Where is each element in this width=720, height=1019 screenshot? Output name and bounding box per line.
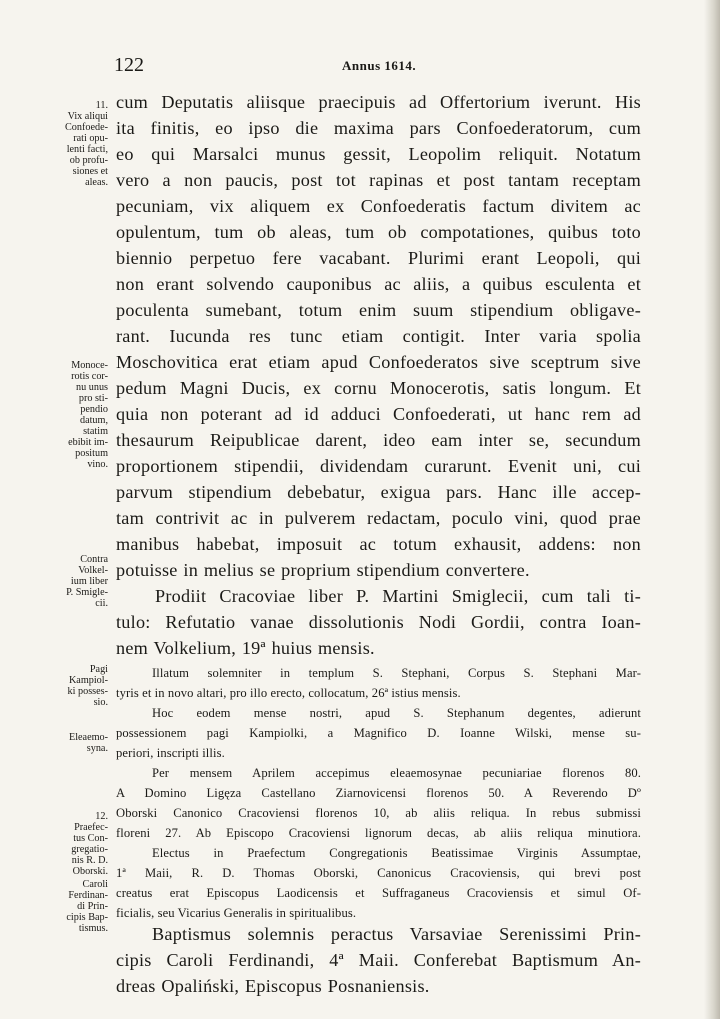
margin-note: Ferdinan- bbox=[68, 890, 108, 901]
margin-note: Contra bbox=[80, 554, 108, 565]
margin-note: Eleaemo- bbox=[68, 732, 108, 743]
margin-note: Kampiol- bbox=[68, 675, 108, 686]
text-line: A Domino Ligęza Castellano Ziarnovicensi florenos 50. A Reverendo Dº bbox=[116, 786, 641, 800]
page-number: 122 bbox=[114, 54, 144, 76]
margin-note: di Prin- bbox=[77, 901, 108, 912]
margin-note: Vix aliqui bbox=[67, 111, 108, 122]
text-line: ita finitis, eo ipso die maxima pars Confoederatorum, cum bbox=[116, 118, 641, 138]
text-line: parvum stipendium debebatur, exigua pars. Hanc ille accep- bbox=[116, 482, 641, 502]
text-line: tam contrivit ac in pulverem redactam, poculo vini, quod prae bbox=[116, 508, 641, 528]
text-line: 1ª Maii, R. D. Thomas Oborski, Canonicus Cracoviensis, qui brevi post bbox=[116, 866, 641, 880]
margin-note: siones et bbox=[72, 166, 108, 177]
text-line: biennio perpetuo fere vacabant. Plurimi erant Leopoli, qui bbox=[116, 248, 641, 268]
margin-note: ebibit im- bbox=[68, 437, 108, 448]
text-line: Illatum solemniter in templum S. Stephani, Corpus S. Stephani Mar- bbox=[152, 666, 641, 680]
margin-note: sio. bbox=[93, 697, 108, 708]
text-line: Electus in Praefectum Congregationis Beatissimae Virginis Assumptae, bbox=[152, 846, 641, 860]
margin-note: nu unus bbox=[76, 382, 108, 393]
text-line: tulo: Refutatio vanae dissolutionis Nodi Gordii, contra Ioan- bbox=[116, 612, 641, 632]
page-edge-shadow bbox=[704, 0, 720, 1019]
text-line: dreas Opaliński, Episcopus Posnaniensis. bbox=[116, 976, 430, 996]
text-line: non erant solvendo cauponibus ac aliis, a quibus esculenta et bbox=[116, 274, 641, 294]
text-line: eo qui Marsalci munus gessit, Leopolim reliquit. Notatum bbox=[116, 144, 641, 164]
text-line: pecuniam, vix aliquem ex Confoederatis factum divitem ac bbox=[116, 196, 641, 216]
margin-note: Oborski. bbox=[72, 866, 108, 877]
margin-note: Praefec- bbox=[74, 822, 108, 833]
margin-note: lenti facti, bbox=[66, 144, 108, 155]
margin-note: Caroli bbox=[82, 879, 108, 890]
text-line: tyris et in novo altari, pro illo erecto, collocatum, 26ª istius mensis. bbox=[116, 686, 461, 700]
text-line: proportionem stipendii, dividendam curarunt. Evenit uni, cui bbox=[116, 456, 641, 476]
margin-note: gregatio- bbox=[71, 844, 108, 855]
page-header bbox=[0, 54, 720, 80]
text-line: opulentum, tum ob aleas, tum ob compotationes, quibus toto bbox=[116, 222, 641, 242]
text-line: manibus habebat, imposuit ac totum exhausit, addens: non bbox=[116, 534, 641, 554]
margin-note: ki posses- bbox=[67, 686, 108, 697]
margin-note: Monoce- bbox=[71, 360, 108, 371]
text-line: thesaurum Reipublicae darent, ideo eam inter se, secundum bbox=[116, 430, 641, 450]
text-line: cum Deputatis aliisque praecipuis ad Offertorium iverunt. His bbox=[116, 92, 641, 112]
margin-note: P. Smigle- bbox=[66, 587, 108, 598]
margin-note: Confoede- bbox=[65, 122, 108, 133]
text-line: Prodiit Cracoviae liber P. Martini Smiglecii, cum tali ti- bbox=[155, 586, 641, 606]
text-line: cipis Caroli Ferdinandi, 4ª Maii. Conferebat Baptismum An- bbox=[116, 950, 641, 970]
margin-note: rati opu- bbox=[73, 133, 108, 144]
margin-note: rotis cor- bbox=[71, 371, 108, 382]
margin-note: Volkel- bbox=[78, 565, 108, 576]
margin-note: tismus. bbox=[78, 923, 108, 934]
margin-note: nis R. D. bbox=[71, 855, 108, 866]
margin-note: cipis Bap- bbox=[66, 912, 108, 923]
text-line: poculenta sumebant, totum enim suum stipendium obligave- bbox=[116, 300, 641, 320]
margin-note: datum, bbox=[79, 415, 108, 426]
text-line: quia non poterant ad id adduci Confoederati, ut hanc rem ad bbox=[116, 404, 641, 424]
margin-note: pro sti- bbox=[78, 393, 108, 404]
margin-note: tus Con- bbox=[73, 833, 108, 844]
margin-note: ium liber bbox=[70, 576, 108, 587]
margin-note: statim bbox=[83, 426, 108, 437]
margin-note: ob profu- bbox=[69, 155, 108, 166]
margin-note: pendio bbox=[80, 404, 108, 415]
text-line: floreni 27. Ab Episcopo Cracoviensi lignorum decas, ab aliis reliqua minutiora. bbox=[116, 826, 641, 840]
text-line: Moschovitica erat etiam apud Confoederatos sive sceptrum sive bbox=[116, 352, 641, 372]
text-line: creatus erat Episcopus Laodicensis et Suffraganeus Cracoviensis et simul Of- bbox=[116, 886, 641, 900]
text-line: periori, inscripti illis. bbox=[116, 746, 225, 760]
margin-note: cii. bbox=[95, 598, 108, 609]
running-head: Annus 1614. bbox=[342, 58, 417, 73]
text-line: ficialis, seu Vicarius Generalis in spiritualibus. bbox=[116, 906, 357, 920]
margin-note: positum bbox=[75, 448, 108, 459]
text-line: rant. Iucunda res tunc etiam contigit. Inter varia spolia bbox=[116, 326, 641, 346]
margin-note: aleas. bbox=[85, 177, 108, 188]
margin-note: 11. bbox=[95, 100, 108, 111]
text-line: Hoc eodem mense nostri, apud S. Stephanum degentes, adierunt bbox=[152, 706, 641, 720]
text-line: Oborski Canonico Cracoviensi florenos 10, ab aliis reliqua. In rebus submissi bbox=[116, 806, 641, 820]
text-line: pedum Magni Ducis, ex cornu Monocerotis, satis longum. Et bbox=[116, 378, 641, 398]
text-line: vero a non paucis, post tot rapinas et post tantam receptam bbox=[116, 170, 641, 190]
margin-note: syna. bbox=[86, 743, 108, 754]
text-line: Baptismus solemnis peractus Varsaviae Serenissimi Prin- bbox=[152, 924, 641, 944]
text-line: possessionem pagi Kampiolki, a Magnifico D. Ioanne Wilski, mense su- bbox=[116, 726, 641, 740]
text-line: Per mensem Aprilem accepimus eleaemosynae pecuniariae florenos 80. bbox=[152, 766, 641, 780]
text-line: potuisse in melius se proprium stipendium convertere. bbox=[116, 560, 530, 580]
margin-note: vino. bbox=[87, 459, 108, 470]
margin-note: Pagi bbox=[89, 664, 108, 675]
margin-note: 12. bbox=[95, 811, 108, 822]
text-line: nem Volkelium, 19ª huius mensis. bbox=[116, 638, 375, 658]
